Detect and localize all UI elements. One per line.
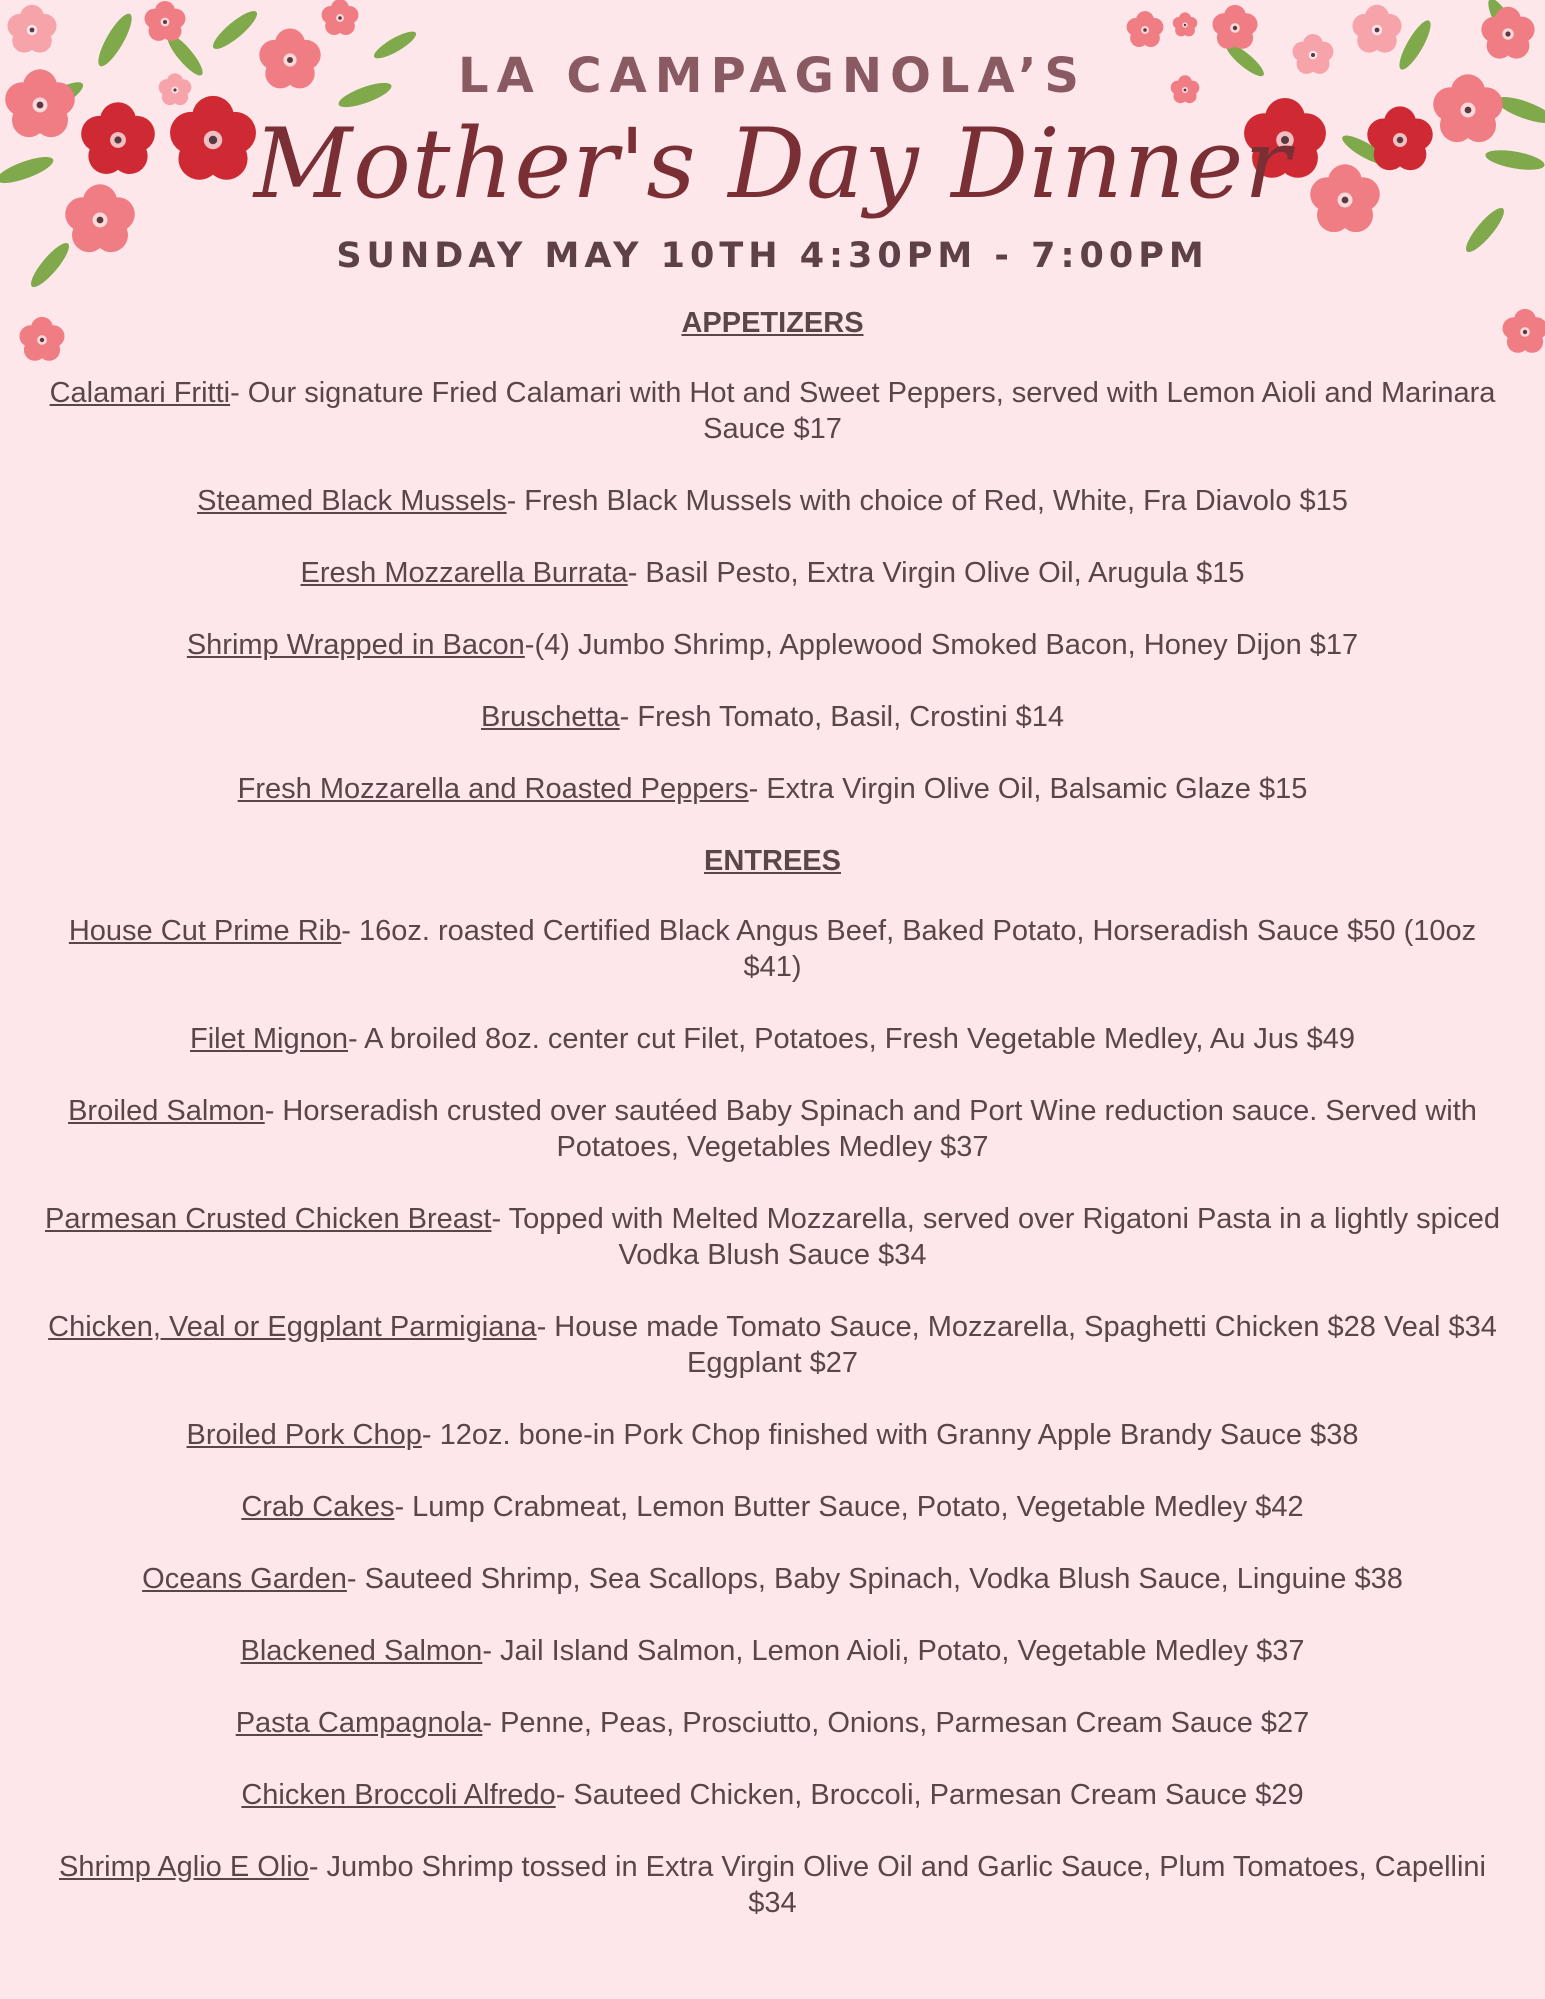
- flower-icon: [145, 1, 186, 41]
- menu-item-description: - Extra Virgin Olive Oil, Balsamic Glaze $15: [748, 773, 1308, 805]
- menu-item-name: Eresh Mozzarella Burrata: [300, 557, 628, 589]
- menu-item-name: Chicken, Veal or Eggplant Parmigiana: [48, 1311, 537, 1343]
- flower-icon: [1502, 309, 1545, 353]
- menu-item-name: Steamed Black Mussels: [197, 485, 507, 517]
- entree-item: [40, 913, 1505, 985]
- menu-item-name: Bruschetta: [481, 701, 620, 733]
- appetizer-item: [40, 555, 1505, 591]
- menu-item-name: House Cut Prime Rib: [68, 915, 342, 947]
- menu-item-name: Shrimp Wrapped in Bacon: [186, 629, 525, 661]
- menu-item-description: - Jail Island Salmon, Lemon Aioli, Potato, Vegetable Medley $37: [482, 1635, 1305, 1667]
- menu-item-description: - 16oz. roasted Certified Black Angus Beef, Baked Potato, Horseradish Sauce $50 (10oz $41): [341, 915, 1477, 983]
- menu-item-name: Calamari Fritti: [49, 377, 231, 409]
- entree-item: [40, 1489, 1505, 1525]
- entrees-heading: ENTREES: [704, 845, 841, 877]
- appetizer-item: [40, 483, 1505, 519]
- flower-icon: [1127, 11, 1164, 47]
- menu-item-description: - A broiled 8oz. center cut Filet, Potatoes, Fresh Vegetable Medley, Au Jus $49: [347, 1023, 1355, 1055]
- menu-item-description: - House made Tomato Sauce, Mozzarella, Spaghetti Chicken $28 Veal $34 Eggplant $27: [536, 1311, 1497, 1379]
- entree-item: [40, 1093, 1505, 1165]
- appetizer-item: [40, 771, 1505, 807]
- flower-icon: [322, 0, 359, 35]
- menu-item-name: Broiled Pork Chop: [186, 1419, 422, 1451]
- menu-body: [40, 305, 1505, 1957]
- menu-item-name: Oceans Garden: [142, 1563, 347, 1595]
- entree-list: [40, 913, 1505, 1921]
- entree-item: [40, 1849, 1505, 1921]
- menu-item-description: - Horseradish crusted over sautéed Baby Spinach and Port Wine reduction sauce. Served with Potatoes, Vegetables Medley $37: [264, 1095, 1477, 1163]
- appetizer-list: [40, 375, 1505, 807]
- appetizer-item: [40, 699, 1505, 735]
- entree-item: [40, 1417, 1505, 1453]
- flower-icon: [1212, 5, 1257, 49]
- menu-item-description: - Topped with Melted Mozzarella, served over Rigatoni Pasta in a lightly spiced Vodka Blush Sauce $34: [491, 1203, 1500, 1271]
- menu-item-description: - Penne, Peas, Prosciutto, Onions, Parmesan Cream Sauce $27: [482, 1707, 1310, 1739]
- menu-item-name: Filet Mignon: [190, 1023, 348, 1055]
- menu-item-description: -(4) Jumbo Shrimp, Applewood Smoked Bacon, Honey Dijon $17: [524, 629, 1359, 661]
- menu-item-description: - Lump Crabmeat, Lemon Butter Sauce, Potato, Vegetable Medley $42: [394, 1491, 1304, 1523]
- entree-item: [40, 1633, 1505, 1669]
- leaf-icon: [209, 6, 262, 54]
- menu-item-description: - Sauteed Chicken, Broccoli, Parmesan Cream Sauce $29: [555, 1779, 1304, 1811]
- appetizer-item: [40, 627, 1505, 663]
- entree-item: [40, 1705, 1505, 1741]
- entree-item: [40, 1309, 1505, 1381]
- entree-item: [40, 1561, 1505, 1597]
- menu-item-description: - Sauteed Shrimp, Sea Scallops, Baby Spinach, Vodka Blush Sauce, Linguine $38: [346, 1563, 1403, 1595]
- menu-item-description: - Fresh Black Mussels with choice of Red, White, Fra Diavolo $15: [506, 485, 1348, 517]
- flower-icon: [1352, 5, 1401, 53]
- menu-item-name: Chicken Broccoli Alfredo: [241, 1779, 556, 1811]
- restaurant-name: LA CAMPAGNOLA’S: [457, 48, 1087, 104]
- entree-item: [40, 1021, 1505, 1057]
- menu-item-name: Fresh Mozzarella and Roasted Peppers: [237, 773, 749, 805]
- menu-item-name: Parmesan Crusted Chicken Breast: [44, 1203, 492, 1235]
- menu-item-name: Blackened Salmon: [240, 1635, 483, 1667]
- menu-item-name: Shrimp Aglio E Olio: [59, 1851, 309, 1883]
- menu-item-name: Broiled Salmon: [68, 1095, 265, 1127]
- menu-item-description: - Fresh Tomato, Basil, Crostini $14: [619, 701, 1064, 733]
- flower-icon: [7, 5, 56, 53]
- flower-icon: [1173, 12, 1198, 36]
- page-title: Mother's Day Dinner: [253, 108, 1292, 220]
- menu-item-name: Pasta Campagnola: [235, 1707, 483, 1739]
- appetizer-item: [40, 375, 1505, 447]
- event-date: SUNDAY MAY 10TH 4:30PM - 7:00PM: [336, 236, 1209, 276]
- menu-item-description: - Our signature Fried Calamari with Hot and Sweet Peppers, served with Lemon Aioli and Marinara Sauce $17: [230, 377, 1496, 445]
- menu-item-description: - 12oz. bone-in Pork Chop finished with Granny Apple Brandy Sauce $38: [421, 1419, 1359, 1451]
- menu-item-name: Crab Cakes: [241, 1491, 395, 1523]
- entree-item: [40, 1201, 1505, 1273]
- menu-item-description: - Basil Pesto, Extra Virgin Olive Oil, Arugula $15: [627, 557, 1245, 589]
- appetizers-heading: APPETIZERS: [681, 307, 864, 339]
- menu-item-description: - Jumbo Shrimp tossed in Extra Virgin Olive Oil and Garlic Sauce, Plum Tomatoes, Capellini $34: [308, 1851, 1486, 1919]
- entree-item: [40, 1777, 1505, 1813]
